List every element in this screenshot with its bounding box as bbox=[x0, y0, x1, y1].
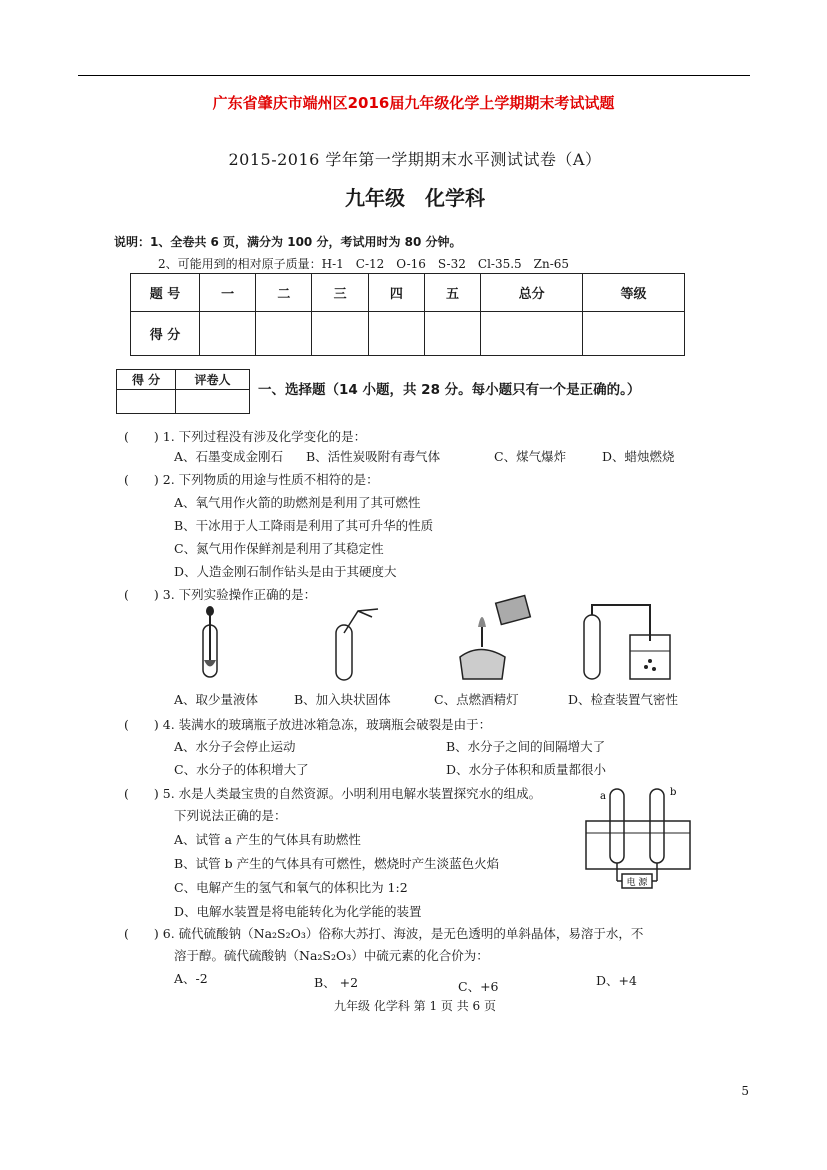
q6-stem-2: 溶于醇。硫代硫酸钠（Na₂S₂O₃）中硫元素的化合价为： bbox=[174, 948, 489, 963]
grader-score-cell bbox=[117, 390, 176, 414]
airtight-check-apparatus-icon bbox=[580, 601, 680, 683]
score-row-label: 得 分 bbox=[131, 312, 200, 356]
q3-option-b: B、加入块状固体 bbox=[294, 692, 391, 707]
q1-option-b: B、活性炭吸附有毒气体 bbox=[306, 449, 441, 464]
q1-stem: 1. 下列过程没有涉及化学变化的是： bbox=[162, 429, 367, 444]
q6-stem: 6. 硫代硫酸钠（Na₂S₂O₃）俗称大苏打、海波，是无色透明的单斜晶体，易溶于水，不 bbox=[162, 926, 644, 941]
score-header-cell: 三 bbox=[312, 274, 368, 312]
grader-name-label: 评卷人 bbox=[176, 370, 250, 390]
q6-option-c: C、+6 bbox=[458, 979, 499, 994]
score-cell bbox=[368, 312, 424, 356]
page-number: 5 bbox=[741, 1084, 749, 1098]
electrolysis-apparatus-icon bbox=[580, 785, 700, 900]
answer-paren: ( ) bbox=[124, 717, 159, 732]
answer-paren: ( ) bbox=[124, 472, 159, 487]
q2-option-c: C、氮气用作保鲜剂是利用了其稳定性 bbox=[174, 541, 384, 556]
note-line-2: 2、可能用到的相对原子质量：H-1 C-12 O-16 S-32 Cl-35.5 Zn-65 bbox=[158, 257, 570, 271]
power-source-label: 电 源 bbox=[626, 878, 648, 888]
score-header-cell: 一 bbox=[200, 274, 256, 312]
score-header-cell: 等级 bbox=[583, 274, 685, 312]
q5-option-d: D、电解水装置是将电能转化为化学能的装置 bbox=[174, 904, 422, 919]
document-title: 广东省肇庆市端州区2016届九年级化学上学期期末考试试题 bbox=[212, 94, 615, 112]
q6-option-a: A、-2 bbox=[174, 971, 208, 986]
grader-name-cell bbox=[176, 390, 250, 414]
subject-title: 九年级 化学科 bbox=[345, 186, 485, 210]
q4-stem: 4. 装满水的玻璃瓶子放进冰箱急冻，玻璃瓶会破裂是由于： bbox=[162, 717, 492, 732]
tube-a-label: a bbox=[600, 791, 606, 802]
test-tube-tweezers-icon bbox=[328, 603, 388, 683]
q1-option-a: A、石墨变成金刚石 bbox=[174, 449, 284, 464]
q3-option-a: A、取少量液体 bbox=[174, 692, 259, 707]
q5-option-b: B、试管 b 产生的气体具有可燃性，燃烧时产生淡蓝色火焰 bbox=[174, 856, 500, 871]
q2-stem: 2. 下列物质的用途与性质不相符的是： bbox=[162, 472, 379, 487]
score-header-cell: 题 号 bbox=[131, 274, 200, 312]
score-header-cell: 五 bbox=[424, 274, 480, 312]
q5-stem-2: 下列说法正确的是： bbox=[174, 808, 287, 823]
score-cell bbox=[481, 312, 583, 356]
header-rule bbox=[78, 75, 750, 76]
q4-option-a: A、水分子会停止运动 bbox=[174, 739, 296, 754]
exam-page-scan bbox=[110, 135, 725, 1015]
section-title: 一、选择题（14 小题，共 28 分。每小题只有一个是正确的。） bbox=[258, 382, 641, 398]
q2-option-b: B、干冰用于人工降雨是利用了其可升华的性质 bbox=[174, 518, 434, 533]
answer-paren: ( ) bbox=[124, 786, 159, 801]
score-header-cell: 四 bbox=[368, 274, 424, 312]
test-tube-dropper-icon bbox=[190, 605, 230, 680]
score-header-cell: 二 bbox=[256, 274, 312, 312]
q5-option-c: C、电解产生的氢气和氧气的体积比为 1:2 bbox=[174, 880, 408, 895]
score-cell bbox=[200, 312, 256, 356]
answer-paren: ( ) bbox=[124, 926, 159, 941]
tube-b-label: b bbox=[670, 787, 677, 798]
q1-option-c: C、煤气爆炸 bbox=[494, 449, 567, 464]
score-cell bbox=[583, 312, 685, 356]
answer-paren: ( ) bbox=[124, 429, 159, 444]
score-cell bbox=[312, 312, 368, 356]
score-cell bbox=[424, 312, 480, 356]
q3-stem: 3. 下列实验操作正确的是： bbox=[162, 587, 317, 602]
answer-paren: ( ) bbox=[124, 587, 159, 602]
q3-option-d: D、检查装置气密性 bbox=[568, 692, 679, 707]
q5-option-a: A、试管 a 产生的气体具有助燃性 bbox=[174, 832, 361, 847]
q4-option-b: B、水分子之间的间隔增大了 bbox=[446, 739, 606, 754]
grader-table bbox=[116, 369, 250, 414]
alcohol-lamp-icon bbox=[450, 597, 535, 682]
q1-option-d: D、蜡烛燃烧 bbox=[602, 449, 675, 464]
score-header-cell: 总分 bbox=[481, 274, 583, 312]
exam-title: 2015-2016 学年第一学期期末水平测试试卷（A） bbox=[228, 150, 602, 169]
score-table bbox=[130, 273, 685, 356]
q4-option-c: C、水分子的体积增大了 bbox=[174, 762, 309, 777]
q5-stem: 5. 水是人类最宝贵的自然资源。小明利用电解水装置探究水的组成。 bbox=[162, 786, 542, 801]
q2-option-d: D、人造金刚石制作钻头是由于其硬度大 bbox=[174, 564, 397, 579]
note-line-1: 说明：1、全卷共 6 页，满分为 100 分，考试用时为 80 分钟。 bbox=[114, 235, 462, 249]
q6-option-d: D、+4 bbox=[596, 973, 637, 988]
q2-option-a: A、氧气用作火箭的助燃剂是利用了其可燃性 bbox=[174, 495, 421, 510]
q3-option-c: C、点燃酒精灯 bbox=[434, 692, 519, 707]
page-footer: 九年级 化学科 第 1 页 共 6 页 bbox=[334, 999, 496, 1013]
q4-option-d: D、水分子体积和质量都很小 bbox=[446, 762, 607, 777]
score-cell bbox=[256, 312, 312, 356]
grader-score-label: 得 分 bbox=[117, 370, 176, 390]
q6-option-b: B、 +2 bbox=[314, 975, 359, 990]
